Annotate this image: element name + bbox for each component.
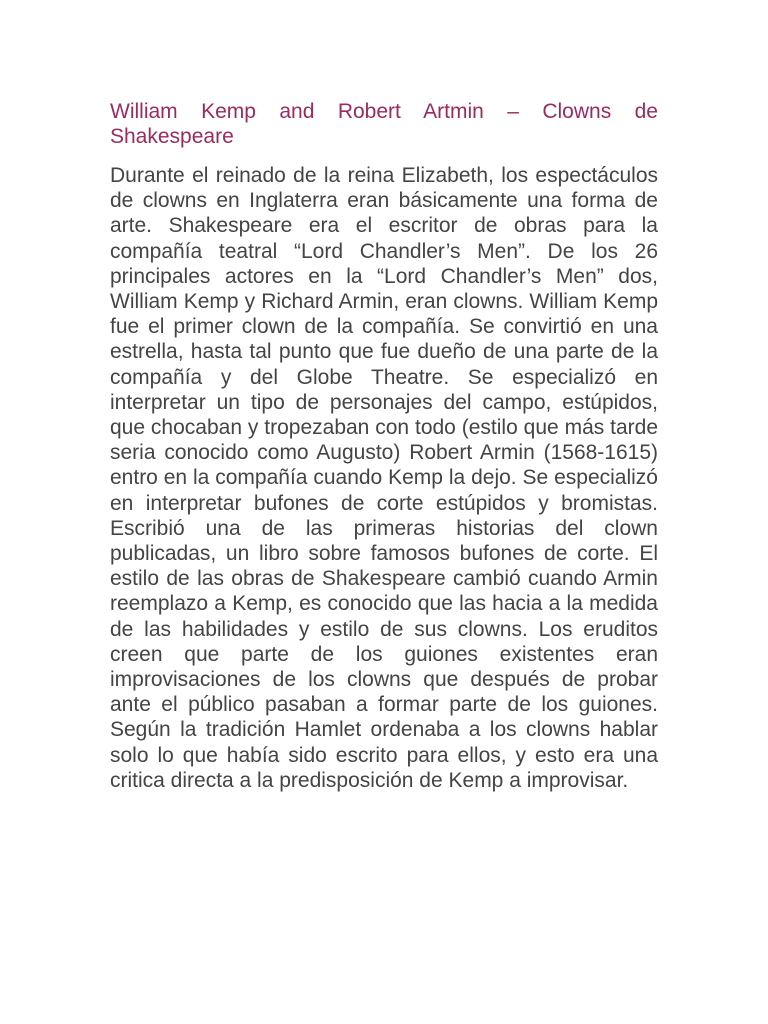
document-body: Durante el reinado de la reina Elizabeth, los espectáculos de clowns en Inglaterra eran básicamente una forma de arte. Shakespeare era el escritor de obras para la compañía teatral “Lord Chandler’s Men”. De los 26 principales actores en la “Lord Chandler’s Men” dos, William Kemp y Richard Armin, eran clowns. William Kemp fue el primer clown de la compañía. Se convirtió en una estrella, hasta tal punto que fue dueño de una parte de la compañía y del Globe Theatre. Se especializó en interpretar un tipo de personajes del campo, estúpidos, que chocaban y tropezaban con todo (estilo que más tarde seria conocido como Augusto) Robert Armin (1568-1615) entro en la compañía cuando Kemp la dejo. Se especializó en interpretar bufones de corte estúpidos y bromistas. Escribió una de las primeras historias del clown publicadas, un libro sobre famosos bufones de corte. El estilo de las obras de Shakespeare cambió cuando Armin reemplazo a Kemp, es conocido que las hacia a la medida de las habilidades y estilo de sus clowns. Los eruditos creen que parte de los guiones existentes eran improvisaciones de los clowns que después de probar ante el público pasaban a formar parte de los guiones. Según la tradición Hamlet ordenaba a los clowns hablar solo lo que había sido escrito para ellos, y esto era una critica directa a la predisposición de Kemp a improvisar. <box>110 164 658 792</box>
document-page <box>110 99 658 793</box>
document-title: William Kemp and Robert Artmin – Clowns de Shakespeare <box>110 100 658 148</box>
